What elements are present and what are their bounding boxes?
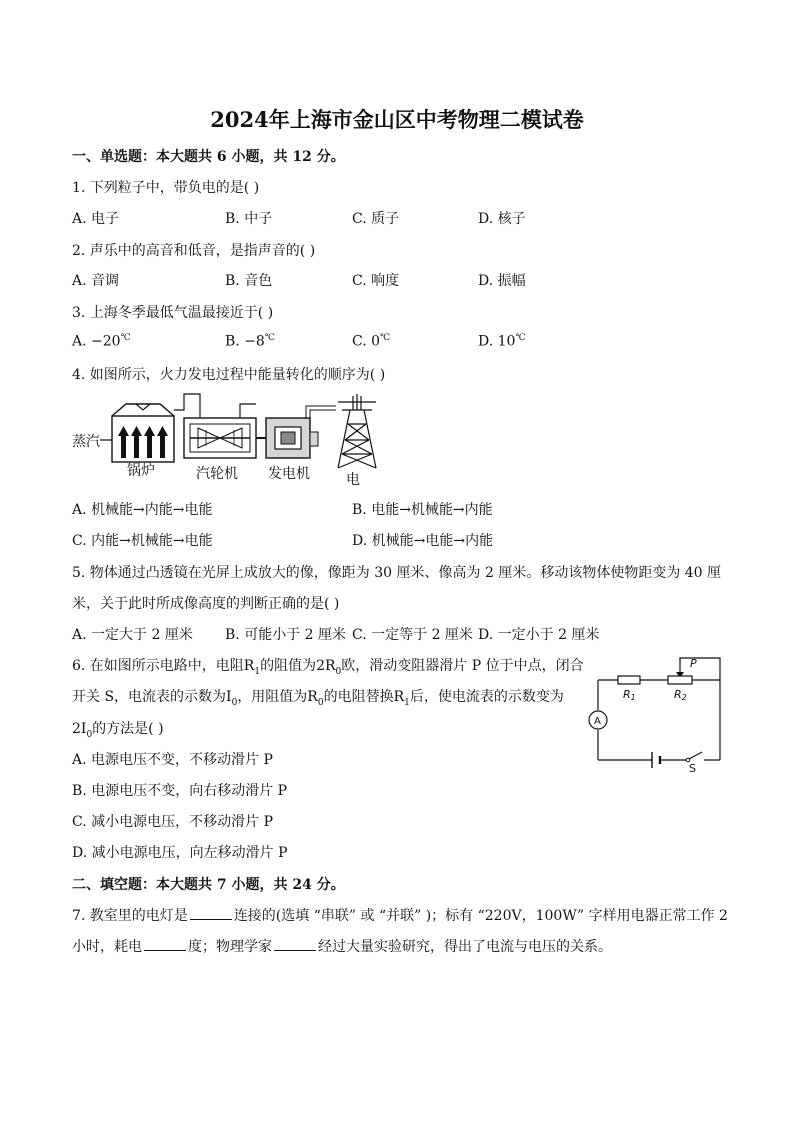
switch-label: S [689, 762, 696, 774]
question-5-stem-line-2: 米，关于此时所成像高度的判断正确的是( ) [72, 596, 340, 612]
page-title: 2024年上海市金山区中考物理二模试卷 [210, 107, 584, 132]
q7-blank-1[interactable] [190, 905, 232, 920]
q6-option-b: B. 电源电压不变，向右移动滑片 P [72, 783, 288, 799]
q2-option-d: D. 振幅 [478, 273, 526, 289]
electricity-label: 电 [346, 472, 360, 488]
q1-option-b: B. 中子 [225, 211, 273, 227]
rheostat-r2-icon [668, 676, 692, 684]
steam-label: 蒸汽 [72, 434, 100, 450]
q6-option-d: D. 减小电源电压，向左移动滑片 P [72, 845, 288, 861]
r1-label: R1 [623, 688, 636, 702]
q4-option-c: C. 内能→机械能→电能 [72, 533, 213, 549]
r2-label: R2 [674, 688, 687, 702]
turbine-label: 汽轮机 [196, 466, 238, 482]
q5-option-b: B. 可能小于 2 厘米 [225, 627, 346, 643]
question-6-stem-line-2: 开关 S，电流表的示数为$I_0$，用阻值为$R_0$的电阻替换$R_1$后，使电流表的示数变为 [72, 689, 564, 708]
q3-option-b: B. −8℃ [225, 333, 275, 350]
boiler-icon [112, 404, 174, 462]
question-4-stem: 4. 如图所示，火力发电过程中能量转化的顺序为( ) [72, 367, 386, 383]
q4-option-b: B. 电能→机械能→内能 [352, 502, 493, 518]
q4-option-a: A. 机械能→内能→电能 [72, 502, 213, 518]
power-generation-figure [70, 388, 390, 488]
boiler-label: 锅炉 [127, 463, 155, 479]
battery-icon [652, 752, 660, 768]
slider-p-label: P [690, 657, 697, 670]
q2-option-b: B. 音色 [225, 273, 273, 289]
q6-option-a: A. 电源电压不变，不移动滑片 P [72, 752, 273, 768]
q7-blank-2[interactable] [144, 936, 186, 951]
resistor-r1-icon [618, 676, 640, 684]
question-7-line-2: 小时，耗电 度；物理学家 经过大量实验研究，得出了电流与电压的关系。 [72, 936, 612, 956]
generator-icon [266, 418, 318, 458]
ammeter-label: A [594, 716, 601, 727]
q4-option-d: D. 机械能→电能→内能 [352, 533, 494, 549]
q5-option-d: D. 一定小于 2 厘米 [478, 627, 600, 643]
q3-option-d: D. 10℃ [478, 333, 526, 350]
transmission-tower-icon [338, 394, 376, 468]
section-heading-single-choice: 一、单选题：本大题共 6 小题，共 12 分。 [72, 149, 345, 165]
q2-option-a: A. 音调 [72, 273, 120, 289]
question-3-stem: 3. 上海冬季最低气温最接近于( ) [72, 305, 274, 321]
q7-blank-3[interactable] [274, 936, 316, 951]
question-6-stem-line-3: $2I_0$的方法是( ) [72, 721, 164, 740]
switch-icon [686, 752, 702, 762]
q2-option-c: C. 响度 [352, 273, 400, 289]
q3-option-c: C. 0℃ [352, 333, 391, 350]
circuit-diagram [582, 652, 728, 774]
question-1-stem: 1. 下列粒子中，带负电的是( ) [72, 180, 260, 196]
question-7-line-1: 7. 教室里的电灯是 连接的(选填 “串联” 或 “并联” )；标有 “220V，100W” 字样用电器正常工作 2 [72, 905, 728, 925]
q1-option-a: A. 电子 [72, 211, 120, 227]
q5-option-a: A. 一定大于 2 厘米 [72, 627, 193, 643]
generator-label: 发电机 [268, 466, 310, 482]
q1-option-d: D. 核子 [478, 211, 526, 227]
q5-option-c: C. 一定等于 2 厘米 [352, 627, 473, 643]
question-6-stem-line-1: 6. 在如图所示电路中，电阻$R_1$的阻值为$2R_0$欧，滑动变阻器滑片 P 位于中点，闭合 [72, 658, 584, 677]
q3-option-a: A. −20℃ [72, 333, 131, 350]
turbine-icon [184, 418, 256, 458]
question-5-stem-line-1: 5. 物体通过凸透镜在光屏上成放大的像，像距为 30 厘米、像高为 2 厘米。移动该物体使物距变为 40 厘 [72, 565, 722, 581]
question-2-stem: 2. 声乐中的高音和低音，是指声音的( ) [72, 243, 316, 259]
q6-option-c: C. 减小电源电压，不移动滑片 P [72, 814, 273, 830]
section-heading-fill-in: 二、填空题：本大题共 7 小题，共 24 分。 [72, 877, 345, 893]
q1-option-c: C. 质子 [352, 211, 400, 227]
